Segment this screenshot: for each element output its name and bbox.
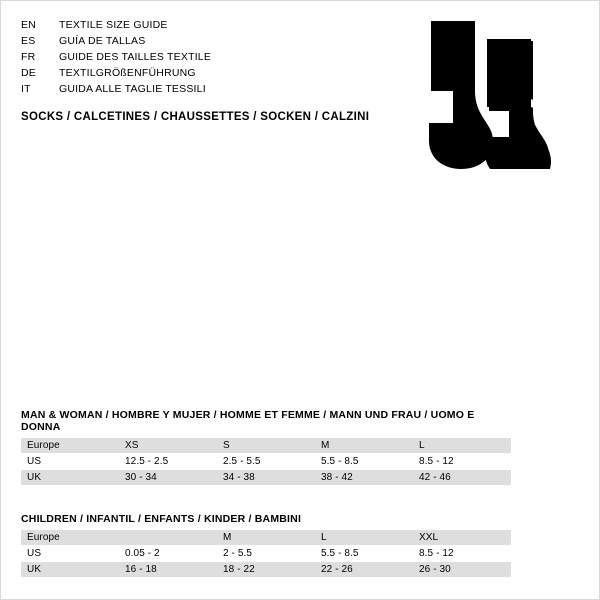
language-text: GUÍA DE TALLAS [59, 35, 146, 47]
language-text: TEXTILE SIZE GUIDE [59, 19, 168, 31]
language-code: EN [21, 19, 36, 31]
language-row [21, 17, 361, 33]
table-cell: 38 - 42 [315, 470, 413, 486]
table-cell: UK [21, 470, 119, 486]
table-cell: US [21, 546, 119, 562]
table-header-cell: L [315, 530, 413, 546]
language-code: FR [21, 51, 36, 63]
table-header-row [21, 438, 511, 454]
table-cell: 42 - 46 [413, 470, 511, 486]
language-row [21, 49, 361, 65]
table-section-children [21, 513, 481, 577]
table-cell: 22 - 26 [315, 562, 413, 578]
table-header-cell: L [413, 438, 511, 454]
table-cell: UK [21, 562, 119, 578]
table-row [21, 470, 511, 486]
table-header-cell: S [217, 438, 315, 454]
language-row [21, 65, 361, 81]
table-title: CHILDREN / INFANTIL / ENFANTS / KINDER / BAMBINI [21, 513, 302, 525]
table-title: MAN & WOMAN / HOMBRE Y MUJER / HOMME ET FEMME / MANN UND FRAU / UOMO E DONNA [21, 409, 475, 433]
table-cell: 8.5 - 12 [413, 454, 511, 470]
table-header-cell: Europe [21, 530, 119, 546]
language-row [21, 81, 361, 97]
socks-icon [413, 19, 573, 169]
table-header-cell: M [217, 530, 315, 546]
language-text: GUIDE DES TAILLES TEXTILE [59, 51, 212, 63]
size-table-man-woman [21, 438, 511, 485]
language-row [21, 33, 361, 49]
table-cell: US [21, 454, 119, 470]
table-cell: 26 - 30 [413, 562, 511, 578]
table-section-man-woman [21, 409, 481, 485]
table-cell: 16 - 18 [119, 562, 217, 578]
table-row [21, 454, 511, 470]
language-code: ES [21, 35, 36, 47]
table-cell: 18 - 22 [217, 562, 315, 578]
table-header-cell: M [315, 438, 413, 454]
table-cell: 0.05 - 2 [119, 546, 217, 562]
table-row [21, 562, 511, 578]
table-header-cell: XXL [413, 530, 511, 546]
table-cell: 34 - 38 [217, 470, 315, 486]
table-cell: 12.5 - 2.5 [119, 454, 217, 470]
size-table-children [21, 530, 511, 577]
table-cell: 30 - 34 [119, 470, 217, 486]
language-text: GUIDA ALLE TAGLIE TESSILI [59, 83, 206, 95]
language-code: IT [21, 83, 31, 95]
language-code: DE [21, 67, 36, 79]
table-row [21, 546, 511, 562]
table-header-row [21, 530, 511, 546]
table-cell: 8.5 - 12 [413, 546, 511, 562]
table-header-cell: XS [119, 438, 217, 454]
table-header-cell: Europe [21, 438, 119, 454]
page-subtitle: SOCKS / CALCETINES / CHAUSSETTES / SOCKEN / CALZINI [21, 111, 370, 123]
table-cell: 2 - 5.5 [217, 546, 315, 562]
table-header-cell [119, 530, 217, 546]
language-list [21, 17, 361, 97]
language-text: TEXTILGRÖßENFÜHRUNG [59, 67, 196, 79]
table-cell: 5.5 - 8.5 [315, 454, 413, 470]
table-cell: 5.5 - 8.5 [315, 546, 413, 562]
table-cell: 2.5 - 5.5 [217, 454, 315, 470]
